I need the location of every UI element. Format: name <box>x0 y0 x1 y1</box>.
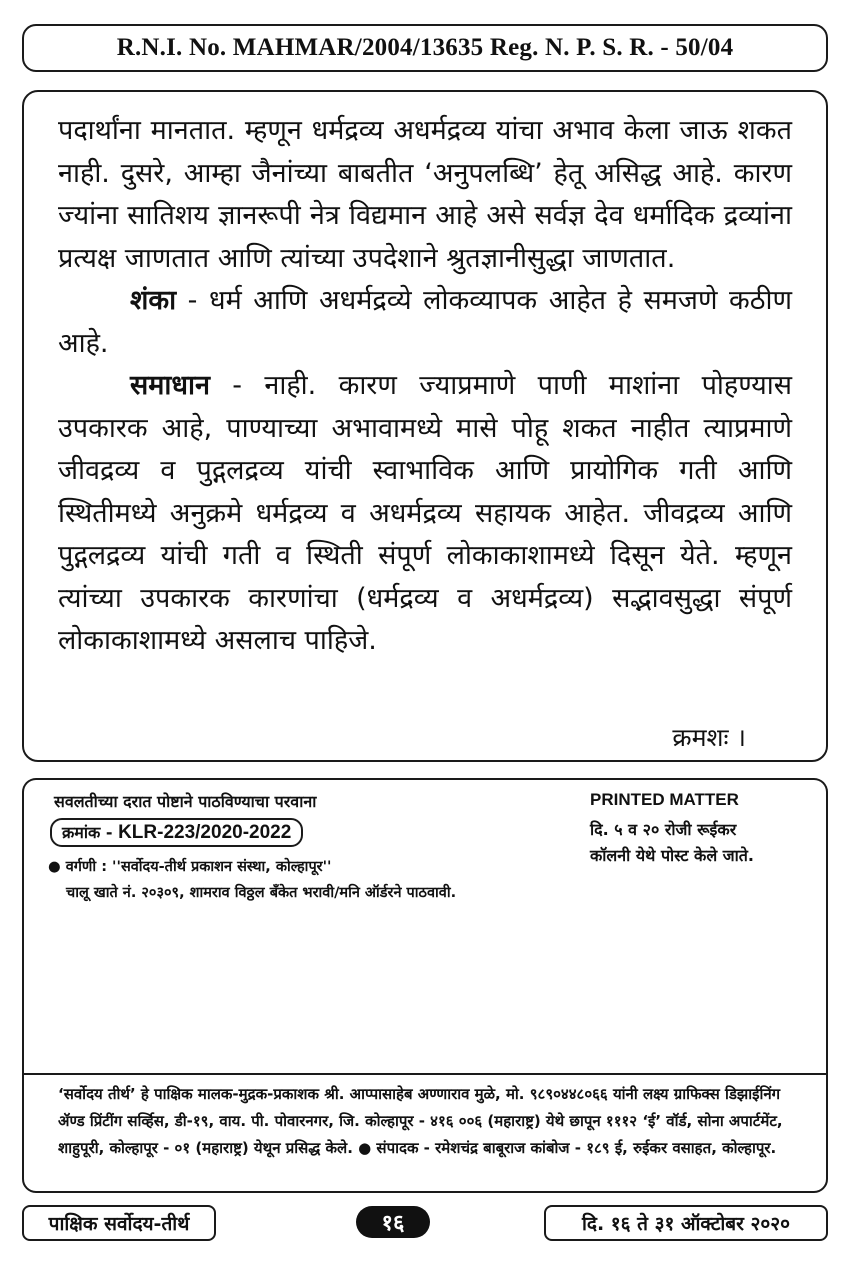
samadhan-text: - नाही. कारण ज्याप्रमाणे पाणी माशांना पोहण्यास उपकारक आहे, पाण्याच्या अभावामध्ये मासे पोहू शकत नाहीत त्याप्रमाणे जीवद्रव्य व पुद्गलद्रव्य यांची स्वाभाविक आणि प्रायोगिक गती आणि स्थितीमध्ये अनुक्रमे धर्मद्रव्य व अधर्मद्रव्य सहायक आहेत. जीवद्रव्य आणि पुद्गलद्रव्य यांची गती व स्थिती संपूर्ण लोकाकाशामध्ये दिसून येते. म्हणून त्यांच्या उपकारक कारणांचा (धर्मद्रव्य व अधर्मद्रव्य) सद्भावसुद्धा संपूर्ण लोकाकाशामध्ये असलाच पाहिजे. <box>58 370 792 656</box>
license-number-label: क्रमांक - <box>62 823 119 842</box>
imprint-text: ‘सर्वोदय तीर्थ’ हे पाक्षिक मालक-मुद्रक-प्रकाशक श्री. आप्पासाहेब अण्णाराव मुळे, मो. ९८९०४४८०६६ यांनी लक्ष्य ग्राफिक्स डिझाईनिंग ॲण्ड प्रिंटींग सर्व्हिस, डी-१९, वाय. पी. पोवारनगर, जि. कोल्हापूर - ४१६ ००६ (महाराष्ट्र) येथे छापून १११२ ‘ई’ वॉर्ड, सोना अपार्टमेंट, शाहुपूरी, कोल्हापूर - ०१ (महाराष्ट्र) येथून प्रसिद्ध केले. ● संपादक - रमेशचंद्र बाबूराज कांबोज - १८९ ई, रुईकर वसाहत, कोल्हापूर. <box>58 1085 783 1157</box>
license-number-value: KLR-223/2020-2022 <box>118 822 292 843</box>
posting-schedule-line-2: कॉलनी येथे पोस्ट केले जाते. <box>590 846 754 865</box>
posting-schedule-line-1: दि. ५ व २० रोजी रूईकर <box>590 820 737 839</box>
continued-marker: क्रमशः । <box>672 723 746 752</box>
postal-info-box <box>22 778 828 1073</box>
article-body <box>22 90 828 762</box>
imprint-box <box>22 1073 828 1193</box>
article-paragraph-2 <box>58 280 792 365</box>
page-number-badge <box>356 1206 430 1238</box>
footer-issue-date <box>544 1205 828 1241</box>
footer-publication-name <box>22 1205 216 1241</box>
shanka-label: शंका <box>130 285 177 316</box>
article-paragraph-3 <box>58 365 792 663</box>
license-number-badge <box>50 818 303 847</box>
article-paragraph-1: पदार्थांना मानतात. म्हणून धर्मद्रव्य अधर्मद्रव्य यांचा अभाव केला जाऊ शकत नाही. दुसरे, आम्हा जैनांच्या बाबतीत ‘अनुपलब्धि’ हेतू असिद्ध आहे. कारण ज्यांना सातिशय ज्ञानरूपी नेत्र विद्यमान आहे असे सर्वज्ञ देव धर्मादिक द्रव्यांना प्रत्यक्ष जाणतात आणि त्यांच्या उपदेशाने श्रुतज्ञानीसुद्धा जाणतात. <box>58 115 792 274</box>
samadhan-label: समाधान <box>130 370 210 401</box>
publication-name: पाक्षिक सर्वोदय-तीर्थ <box>48 1213 190 1235</box>
printed-matter-label: PRINTED MATTER <box>590 790 739 809</box>
registration-number: R.N.I. No. MAHMAR/2004/13635 Reg. N. P. S. R. - 50/04 <box>116 34 734 61</box>
page-number: १६ <box>381 1211 405 1236</box>
account-note: चालू खाते नं. २०३०९, शामराव विठ्ठल बँकेत भरावी/मनि ऑर्डरने पाठवावी. <box>66 885 457 901</box>
subscription-note: ● वर्गणी : ''सर्वोदय-तीर्थ प्रकाशन संस्था, कोल्हापूर'' <box>48 859 332 875</box>
issue-date: दि. १६ ते ३१ ऑक्टोबर २०२० <box>581 1213 791 1235</box>
shanka-text: - धर्म आणि अधर्मद्रव्ये लोकव्यापक आहेत हे समजणे कठीण आहे. <box>58 285 792 359</box>
registration-header <box>22 24 828 72</box>
postal-license-title: सवलतीच्या दरात पोष्टाने पाठविण्याचा परवाना <box>54 792 317 811</box>
